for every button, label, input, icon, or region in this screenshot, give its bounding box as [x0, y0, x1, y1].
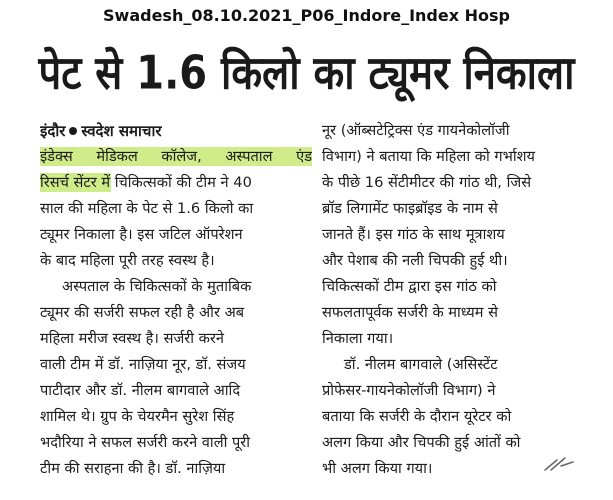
paragraph-line	[40, 170, 312, 196]
paragraph-line: बताया कि सर्जरी के दौरान यूरेटर को	[322, 408, 512, 425]
clipping-caption: Swadesh_08.10.2021_P06_Indore_Index Hosp	[103, 6, 510, 25]
paragraph-line: चिकित्सकों टीम द्वारा इस गांठ को	[322, 278, 497, 295]
paragraph-line: निकाला गया।	[322, 330, 394, 347]
paragraph-line: नूर (ऑब्सटेट्रिक्स एंड गायनेकोलॉजी	[322, 122, 510, 139]
headline: पेट से 1.6 किलो का ट्यूमर निकाला	[38, 47, 575, 101]
paragraph-line: टीम की सराहना की है। डॉ. नाज़िया	[40, 460, 226, 477]
highlighted-text: रिसर्च सेंटर में	[40, 174, 111, 191]
byline-source: स्वदेश समाचार	[81, 122, 162, 140]
paragraph-line: डॉ. नीलम बागवाले (असिस्टेंट	[344, 356, 498, 373]
byline-place: इंदौर	[40, 122, 66, 140]
paragraph-line: अस्पताल के चिकित्सकों के मुताबिक	[62, 278, 252, 295]
paragraph-line: शामिल थे। ग्रुप के चेयरमैन सुरेश सिंह	[40, 408, 235, 425]
highlighted-text: इंडेक्स मेडिकल कॉलेज, अस्पताल एंड	[40, 148, 312, 165]
paragraph-line: विभाग) ने बताया कि महिला को गर्भाशय	[322, 148, 536, 165]
paragraph-line: ट्यूमर की सर्जरी सफल रही है और अब	[40, 304, 245, 321]
article-left-column	[40, 118, 312, 482]
paragraph-line: ट्यूमर निकाला है। इस जटिल ऑपरेशन	[40, 226, 243, 243]
paragraph-line: प्रोफेसर-गायनेकोलॉजी विभाग) ने	[322, 382, 496, 399]
article-right-column	[322, 118, 592, 482]
paragraph-line: के बाद महिला पूरी तरह स्वस्थ है।	[40, 252, 215, 269]
paragraph-line: भी अलग किया गया।	[322, 460, 433, 477]
paragraph-line: सफलतापूर्वक सर्जरी के माध्यम से	[322, 304, 498, 321]
paragraph-line: जानते हैं। इस गांठ के साथ मूत्राशय	[322, 226, 505, 243]
pen-mark-icon	[543, 450, 583, 472]
paragraph-line: और पेशाब की नली चिपकी हुई थी।	[322, 252, 508, 269]
paragraph-line: पाटीदार और डॉ. नीलम बागवाले आदि	[40, 382, 241, 399]
bullet-icon	[69, 127, 77, 135]
paragraph-line: अलग किया और चिपकी हुई आंतों को	[322, 434, 521, 451]
paragraph-line: महिला मरीज स्वस्थ है। सर्जरी करने	[40, 330, 224, 347]
paragraph-line: साल की महिला के पेट से 1.6 किलो का	[40, 200, 254, 217]
byline	[40, 118, 312, 144]
paragraph-line: ब्रॉड लिगामेंट फाइब्रॉइड के नाम से	[322, 200, 498, 217]
paragraph-line: वाली टीम में डॉ. नाज़िया नूर, डॉ. संजय	[40, 356, 246, 373]
paragraph-line: के पीछे 16 सेंटीमीटर की गांठ थी, जिसे	[322, 174, 532, 191]
paragraph-text: चिकित्सकों की टीम ने 40	[110, 174, 252, 191]
paragraph-line: भदौरिया ने सफल सर्जरी करने वाली पूरी	[40, 434, 251, 451]
paragraph-line	[40, 144, 312, 170]
